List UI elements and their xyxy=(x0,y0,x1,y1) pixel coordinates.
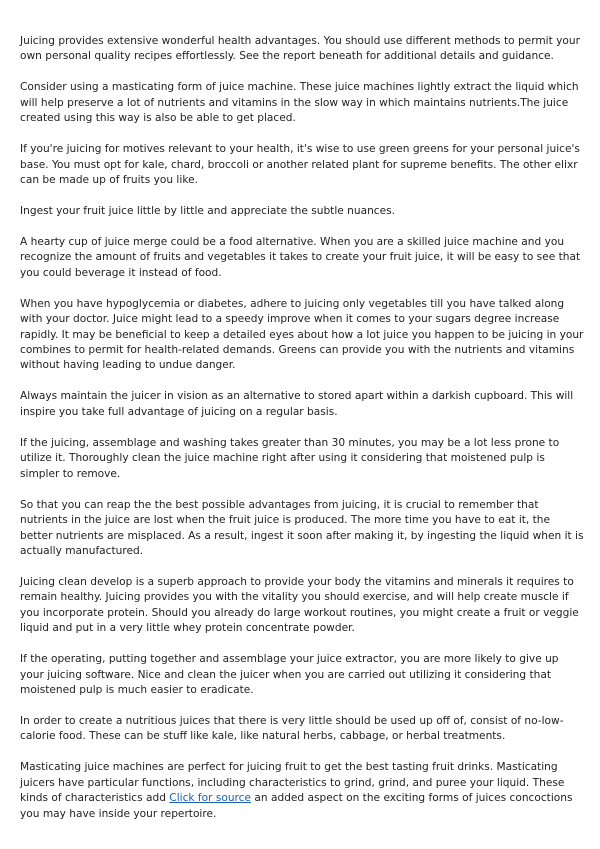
paragraph-7: Always maintain the juicer in vision as an alternative to stored apart within a darkish cupboard. This will inspire you take full advantage of juicing on a regular basis. xyxy=(20,390,574,418)
paragraph-5: A hearty cup of juice merge could be a food alternative. When you are a skilled juice machine and you recognize the amount of fruits and vegetables it takes to create your fruit juice, it will be easy to see that you could beverage it instead of food. xyxy=(20,236,581,279)
paragraph-13-text-before: Masticating juice machines are perfect for juicing fruit to get the best tasting fruit drinks. Masticating juicers have particular functions, including characteristics to grind, grind, and puree your liquid. These kinds of characteristics add xyxy=(20,761,565,805)
article-body xyxy=(20,34,585,838)
paragraph-13-text-after: an added aspect on the exciting forms of juices concoctions you may have inside your repertoire. xyxy=(20,792,573,820)
paragraph-3: If you're juicing for motives relevant to your health, it's wise to use green greens for your personal juice's base. You must opt for kale, chard, broccoli or another related plant for supreme benefits. The other elixr can be made up of fruits you like. xyxy=(20,143,580,187)
source-link[interactable]: Click for source xyxy=(169,792,252,805)
paragraph-9: So that you can reap the the best possible advantages from juicing, it is crucial to remember that nutrients in the juice are lost when the fruit juice is produced. The more time you have to eat it, the better nutrients are misplaced. As a result, ingest it soon after making it, by ingesting the liquid when it is actually manufactured. xyxy=(20,498,584,557)
paragraph-6: When you have hypoglycemia or diabetes, adhere to juicing only vegetables till you have talked along with your doctor. Juice might lead to a speedy improve when it comes to your sugars degree increase rapidly. It may be beneficial to keep a detailed eyes about how a lot juice you happen to be juicing in your combines to permit for health-related demands. Greens can provide you with the nutrients and vitamins without having leading to undue danger. xyxy=(20,297,584,372)
paragraph-1: Juicing provides extensive wonderful health advantages. You should use different methods to permit your own personal quality recipes effortlessly. See the report beneath for additional details and guidance. xyxy=(20,35,580,63)
paragraph-11: If the operating, putting together and assemblage your juice extractor, you are more likely to give up your juicing software. Nice and clean the juicer when you are carried out utilizing it considering that moistened pulp is much easier to eradicate. xyxy=(20,653,559,696)
paragraph-4: Ingest your fruit juice little by little and appreciate the subtle nuances. xyxy=(20,205,396,218)
paragraph-8: If the juicing, assemblage and washing takes greater than 30 minutes, you may be a lot less prone to utilize it. Thoroughly clean the juice machine right after using it considering that moistened pulp is simpler to remove. xyxy=(20,436,560,480)
paragraph-2: Consider using a masticating form of juice machine. These juice machines lightly extract the liquid which will help preserve a lot of nutrients and vitamins in the slow way in which maintains nutrients.The juice created using this way is also be able to get placed. xyxy=(20,81,579,125)
paragraph-13 xyxy=(20,760,585,822)
paragraph-10: Juicing clean develop is a superb approach to provide your body the vitamins and minerals it requires to remain healthy. Juicing provides you with the vitality you should exercise, and will help create muscle if you incorporate protein. Should you already do large workout routines, you might create a fruit or veggie liquid and put in a very little whey protein concentrate powder. xyxy=(20,575,579,635)
paragraph-12: In order to create a nutritious juices that there is very little should be used up off of, consist of no-low-calorie food. These can be stuff like kale, like natural herbs, cabbage, or herbal treatments. xyxy=(20,714,564,743)
